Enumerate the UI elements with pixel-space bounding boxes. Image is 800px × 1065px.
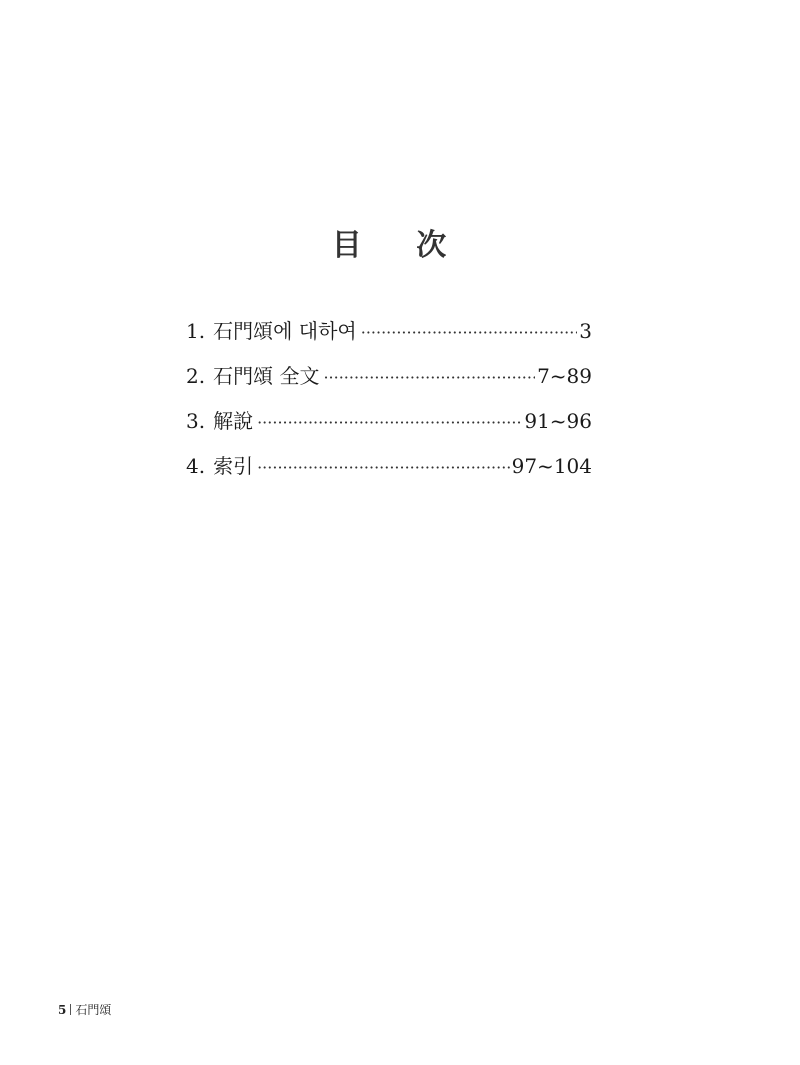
toc-entry-label: 解說 [213, 409, 254, 433]
toc-entry-number: 1. [186, 319, 206, 343]
dot-leader [257, 413, 522, 432]
toc-entry-label: 石門頌에 대하여 [213, 319, 357, 343]
toc-title: 目 次 [331, 228, 469, 263]
toc-entry-label: 索引 [213, 454, 254, 478]
footer-page-number: 5 [58, 1002, 67, 1017]
toc-entry-pages: 3 [579, 319, 592, 343]
footer-book-title: 石門頌 [75, 1003, 112, 1017]
toc-entry-4[interactable] [186, 450, 592, 495]
toc-entry-label: 石門頌 全文 [213, 364, 320, 388]
toc-entry-1[interactable] [186, 315, 592, 360]
page-footer [58, 1001, 111, 1018]
dot-leader [323, 368, 535, 387]
footer-divider [70, 1004, 71, 1015]
toc-entry-number: 2. [186, 364, 206, 388]
toc-entry-pages: 97~104 [511, 454, 592, 478]
toc-list [186, 315, 592, 495]
toc-entry-number: 3. [186, 409, 206, 433]
dot-leader [361, 323, 578, 342]
toc-entry-pages: 7~89 [537, 364, 592, 388]
toc-entry-pages: 91~96 [524, 409, 592, 433]
dot-leader [257, 458, 510, 477]
toc-entry-2[interactable] [186, 360, 592, 405]
toc-entry-number: 4. [186, 454, 206, 478]
toc-entry-3[interactable] [186, 405, 592, 450]
